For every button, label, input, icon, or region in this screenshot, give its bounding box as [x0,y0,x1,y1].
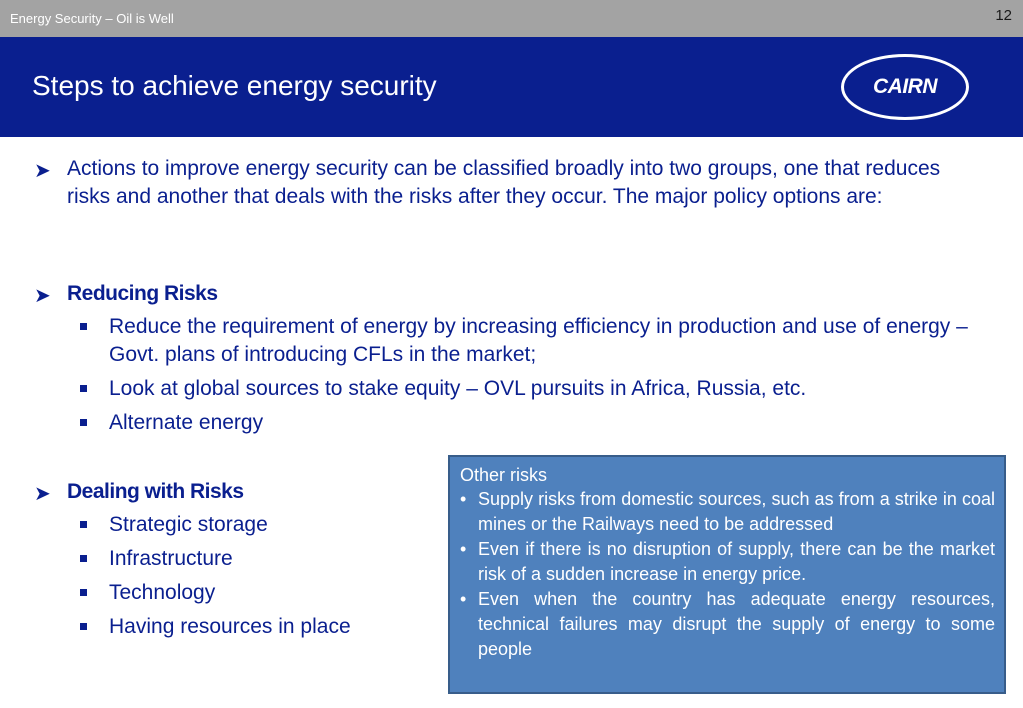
reducing-risks-heading: Reducing Risks [67,282,218,305]
page-number: 12 [995,7,1012,24]
dealing-item: Strategic storage [109,513,268,536]
logo-text: CAIRN [873,75,937,98]
square-bullet-icon [80,323,87,330]
dealing-item: Infrastructure [109,547,233,570]
intro-text: Actions to improve energy security can be classified broadly into two groups, one that reduces risks and another that deals with the risks after they occur. The major policy options are: [67,157,941,208]
other-risk-text: Even when the country has adequate energy resources, technical failures may disrupt the supply of energy to some people [478,589,995,659]
other-risk-item [460,487,995,537]
dealing-risks-heading: Dealing with Risks [67,480,244,503]
square-bullet-icon [80,521,87,528]
other-risk-item [460,537,995,587]
dot-bullet-icon: • [460,489,467,509]
square-bullet-icon [80,589,87,596]
arrow-bullet-icon: ➤ [34,285,51,307]
square-bullet-icon [80,385,87,392]
reducing-item: Look at global sources to stake equity – OVL pursuits in Africa, Russia, etc. [109,377,807,400]
square-bullet-icon [80,419,87,426]
arrow-bullet-icon: ➤ [34,160,51,182]
reducing-item: Alternate energy [109,411,264,434]
dealing-item: Technology [109,581,216,604]
other-risk-text: Supply risks from domestic sources, such as from a strike in coal mines or the Railways need to be addressed [478,489,995,534]
other-risks-title: Other risks [460,465,548,485]
other-risk-item [460,587,995,662]
dot-bullet-icon: • [460,589,467,609]
dot-bullet-icon: • [460,539,467,559]
deck-title: Energy Security – Oil is Well [10,11,174,26]
dealing-item: Having resources in place [109,615,351,638]
reducing-item: Reduce the requirement of energy by increasing efficiency in production and use of energy – Govt. plans of introducing CFLs in the market; [109,315,968,366]
arrow-bullet-icon: ➤ [34,483,51,505]
slide-title: Steps to achieve energy security [32,70,437,101]
other-risk-text: Even if there is no disruption of supply, there can be the market risk of a sudden increase in energy price. [478,539,995,584]
square-bullet-icon [80,623,87,630]
other-risks-box [448,455,1006,694]
square-bullet-icon [80,555,87,562]
